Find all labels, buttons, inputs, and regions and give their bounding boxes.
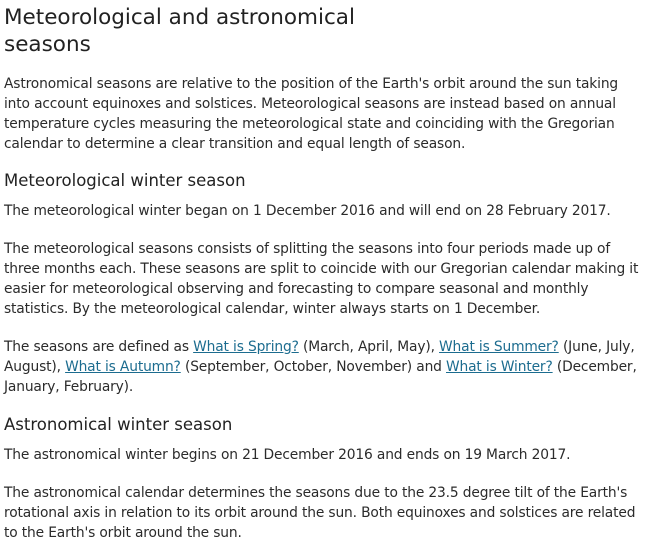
seasons-defined-paragraph xyxy=(4,337,641,397)
summer-months: (June, July, August), xyxy=(4,339,635,375)
winter-months: (December, January, February). xyxy=(4,359,637,395)
meteorological-dates: The meteorological winter began on 1 December 2016 and will end on 28 February 2017. xyxy=(4,203,611,219)
meteorological-explanation: The meteorological seasons consists of splitting the seasons into four periods made up of three months each. These seasons are split to coincide with our Gregorian calendar making it easier for meteorological observing and forecasting to compare seasonal and monthly statistics. By the meteorological calendar, winter always starts on 1 December. xyxy=(4,241,639,317)
winter-link[interactable]: What is Winter? xyxy=(446,359,553,375)
intro-paragraph: Astronomical seasons are relative to the position of the Earth's orbit around the sun taking into account equinoxes and solstices. Meteorological seasons are instead based on annual temperature cycles measuring the meteorological state and coinciding with the Gregorian calendar to determine a clear transition and equal length of season. xyxy=(4,76,619,152)
autumn-months: (September, October, November) and xyxy=(180,359,447,375)
astronomical-dates: The astronomical winter begins on 21 December 2016 and ends on 19 March 2017. xyxy=(4,447,571,463)
astronomical-explanation: The astronomical calendar determines the seasons due to the 23.5 degree tilt of the Earth's rotational axis in relation to its orbit around the sun. Both equinoxes and solstices are related to the Earth's orbit around the sun. xyxy=(4,485,636,541)
meteorological-heading: Meteorological winter season xyxy=(4,171,246,190)
defined-prefix: The seasons are defined as xyxy=(4,339,194,355)
astronomical-heading: Astronomical winter season xyxy=(4,415,233,434)
spring-link[interactable]: What is Spring? xyxy=(193,339,299,355)
page-title: Meteorological and astronomical seasons xyxy=(4,5,355,57)
spring-months: (March, April, May), xyxy=(298,339,440,355)
article xyxy=(0,4,645,543)
autumn-link[interactable]: What is Autumn? xyxy=(65,359,181,375)
summer-link[interactable]: What is Summer? xyxy=(439,339,559,355)
